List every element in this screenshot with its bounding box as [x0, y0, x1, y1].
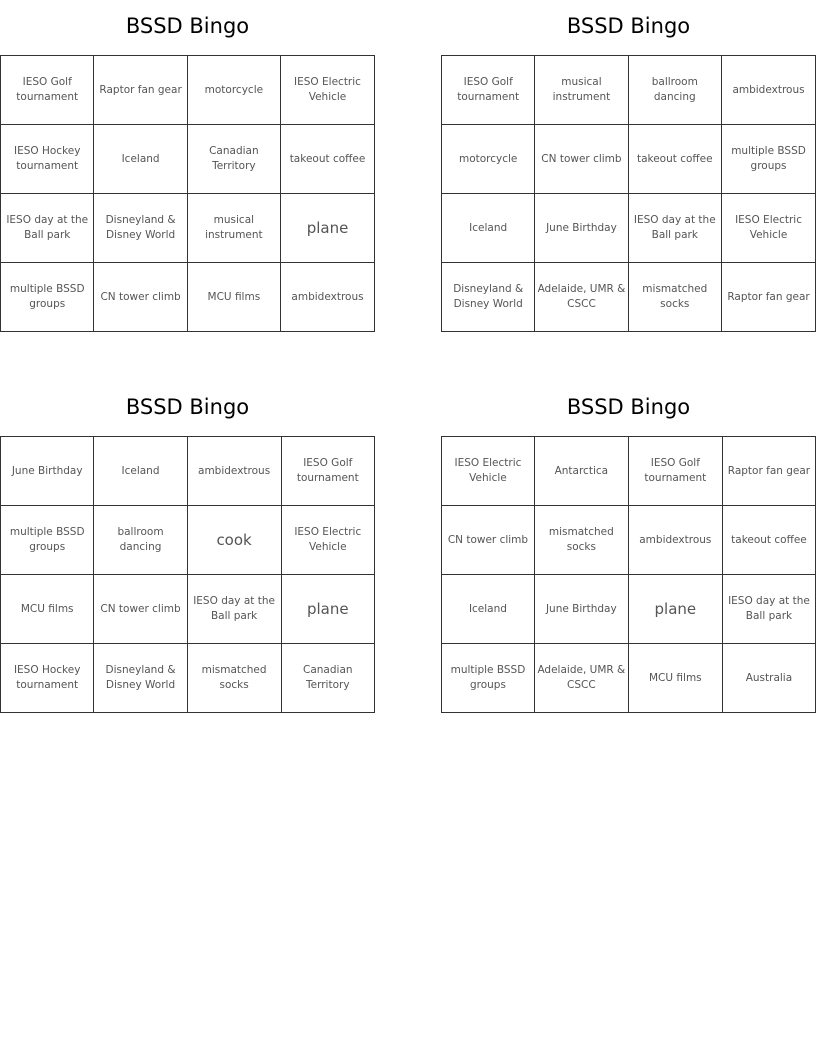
- bingo-grid: [0, 436, 375, 713]
- bingo-cell: mismatched socks: [628, 263, 722, 332]
- bingo-cell: Iceland: [94, 125, 187, 194]
- bingo-cell: musical instrument: [187, 194, 280, 263]
- bingo-cell-large: plane: [281, 194, 375, 263]
- bingo-grid: [441, 436, 816, 713]
- bingo-cell: Iceland: [442, 575, 535, 644]
- bingo-cell: CN tower climb: [94, 263, 187, 332]
- grid-row: [442, 506, 816, 575]
- bingo-cell: multiple BSSD groups: [722, 125, 816, 194]
- bingo-cell: CN tower climb: [535, 125, 628, 194]
- grid-row: [442, 194, 816, 263]
- bingo-cell: Raptor fan gear: [722, 437, 815, 506]
- bingo-cell: IESO day at the Ball park: [628, 194, 722, 263]
- bingo-cell: musical instrument: [535, 56, 628, 125]
- bingo-cell: motorcycle: [187, 56, 280, 125]
- bingo-cell: ambidextrous: [187, 437, 281, 506]
- bingo-cell: IESO Golf tournament: [628, 437, 722, 506]
- card-title: BSSD Bingo: [125, 14, 250, 38]
- bingo-cell: IESO day at the Ball park: [187, 575, 281, 644]
- bingo-cell: ballroom dancing: [628, 56, 722, 125]
- bingo-cell: IESO Electric Vehicle: [281, 56, 375, 125]
- bingo-cell-large: cook: [187, 506, 281, 575]
- bingo-cell: June Birthday: [1, 437, 94, 506]
- grid-row: [1, 194, 375, 263]
- bingo-cell: motorcycle: [442, 125, 535, 194]
- bingo-cell: takeout coffee: [628, 125, 722, 194]
- bingo-cell: IESO Golf tournament: [281, 437, 374, 506]
- bingo-cell: ambidextrous: [722, 56, 816, 125]
- grid-row: [1, 644, 375, 713]
- bingo-cell: ambidextrous: [628, 506, 722, 575]
- bingo-cell: mismatched socks: [187, 644, 281, 713]
- card-title: BSSD Bingo: [566, 14, 691, 38]
- grid-row: [1, 506, 375, 575]
- grid-row: [442, 263, 816, 332]
- bingo-cell: IESO Golf tournament: [442, 56, 535, 125]
- bingo-cell-large: plane: [281, 575, 374, 644]
- grid-row: [442, 575, 816, 644]
- bingo-cell: Adelaide, UMR & CSCC: [535, 263, 628, 332]
- bingo-cell: ballroom dancing: [94, 506, 187, 575]
- bingo-cell: takeout coffee: [722, 506, 815, 575]
- bingo-cell: IESO Electric Vehicle: [442, 437, 535, 506]
- bingo-cell: IESO Electric Vehicle: [281, 506, 374, 575]
- bingo-cell: MCU films: [628, 644, 722, 713]
- bingo-cell: IESO Hockey tournament: [1, 125, 94, 194]
- bingo-cell: multiple BSSD groups: [442, 644, 535, 713]
- grid-row: [1, 125, 375, 194]
- bingo-cell: CN tower climb: [442, 506, 535, 575]
- bingo-cell: mismatched socks: [534, 506, 628, 575]
- grid-row: [442, 437, 816, 506]
- bingo-cell: Adelaide, UMR & CSCC: [534, 644, 628, 713]
- bingo-cell: Iceland: [94, 437, 187, 506]
- bingo-cell: IESO Golf tournament: [1, 56, 94, 125]
- bingo-cell: Disneyland & Disney World: [94, 194, 187, 263]
- grid-row: [442, 125, 816, 194]
- bingo-cell: multiple BSSD groups: [1, 263, 94, 332]
- bingo-cell: MCU films: [187, 263, 280, 332]
- bingo-cell: multiple BSSD groups: [1, 506, 94, 575]
- bingo-cell: MCU films: [1, 575, 94, 644]
- bingo-cell: IESO day at the Ball park: [722, 575, 815, 644]
- grid-row: [1, 263, 375, 332]
- bingo-cell: Antarctica: [534, 437, 628, 506]
- bingo-cell: IESO Electric Vehicle: [722, 194, 816, 263]
- bingo-cell: Iceland: [442, 194, 535, 263]
- bingo-grid: [0, 55, 375, 332]
- bingo-cell-large: plane: [628, 575, 722, 644]
- bingo-cell: Canadian Territory: [187, 125, 280, 194]
- bingo-cell: Australia: [722, 644, 815, 713]
- bingo-cell: June Birthday: [535, 194, 628, 263]
- bingo-cell: June Birthday: [534, 575, 628, 644]
- card-title: BSSD Bingo: [566, 395, 691, 419]
- bingo-cell: ambidextrous: [281, 263, 375, 332]
- bingo-cell: Raptor fan gear: [722, 263, 816, 332]
- bingo-cell: Canadian Territory: [281, 644, 374, 713]
- grid-row: [1, 56, 375, 125]
- grid-row: [442, 644, 816, 713]
- card-title: BSSD Bingo: [125, 395, 250, 419]
- bingo-cell: IESO day at the Ball park: [1, 194, 94, 263]
- bingo-cell: Raptor fan gear: [94, 56, 187, 125]
- grid-row: [1, 437, 375, 506]
- bingo-cell: Disneyland & Disney World: [442, 263, 535, 332]
- bingo-cell: CN tower climb: [94, 575, 187, 644]
- bingo-grid: [441, 55, 816, 332]
- grid-row: [442, 56, 816, 125]
- grid-row: [1, 575, 375, 644]
- bingo-cell: Disneyland & Disney World: [94, 644, 187, 713]
- bingo-cell: IESO Hockey tournament: [1, 644, 94, 713]
- bingo-cell: takeout coffee: [281, 125, 375, 194]
